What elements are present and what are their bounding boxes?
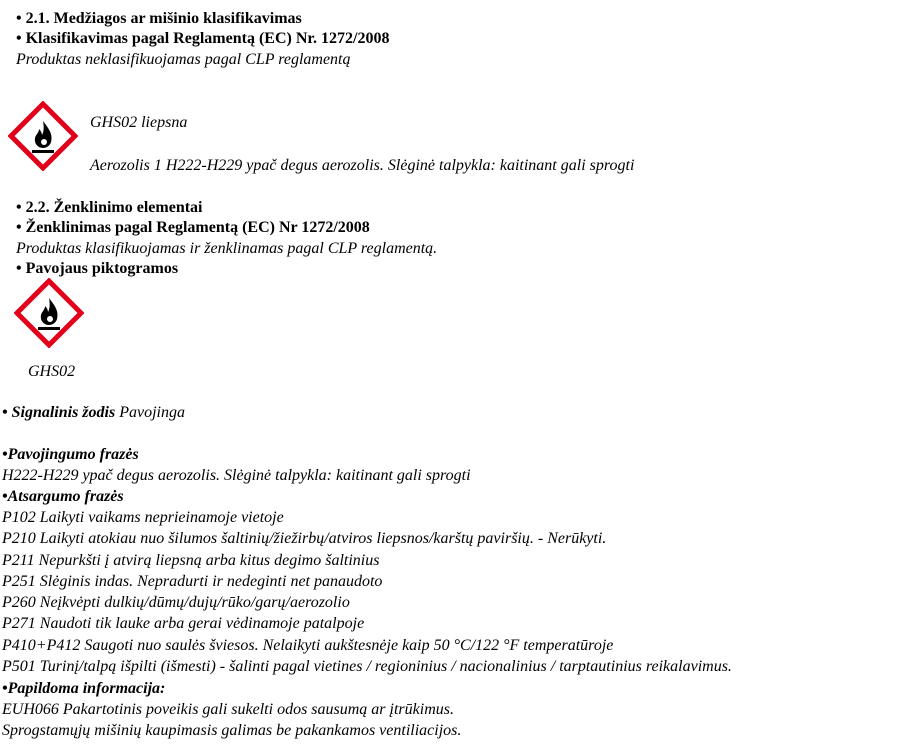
precautionary-statement: P271 Naudoti tik lauke arba gerai vėdinamoje patalpoje (2, 615, 365, 632)
precautionary-statement: P410+P412 Saugoti nuo saulės šviesos. Nelaikyti aukštesnėje kaip 50 °C/122 °F temperatūroje (2, 637, 614, 654)
section-2-1-ghs-label: GHS02 liepsna (90, 114, 188, 131)
pictogram-code: GHS02 (28, 363, 76, 380)
section-2-2-heading: • 2.2. Ženklinimo elementai (16, 199, 203, 216)
ghs02-flame-icon (14, 278, 84, 348)
precautionary-statement: P501 Turinį/talpą išpilti (išmesti) - šalinti pagal vietines / regioninius / nacionalinius / tarptautinius reikalavimus. (2, 658, 732, 675)
hazard-statements-heading: •Pavojingumo frazės (2, 446, 139, 463)
section-2-1-subheading: • Klasifikavimas pagal Reglamentą (EC) Nr. 1272/2008 (16, 30, 390, 47)
additional-info-item: Sprogstamųjų mišinių kaupimasis galimas be pakankamos ventiliacijos. (2, 722, 462, 739)
precautionary-statements-heading: •Atsargumo frazės (2, 488, 124, 505)
precautionary-statement: P251 Slėginis indas. Nepradurti ir nedeginti net panaudoto (2, 573, 383, 590)
precautionary-statement: P211 Nepurkšti į atvirą liepsną arba kitus degimo šaltinius (2, 552, 380, 569)
additional-info-item: EUH066 Pakartotinis poveikis gali sukelti odos sausumą ar įtrūkimus. (2, 701, 454, 718)
ghs02-flame-icon (8, 101, 78, 171)
signal-word-line (2, 404, 185, 422)
section-2-2-text: Produktas klasifikuojamas ir ženklinamas pagal CLP reglamentą. (16, 240, 438, 257)
additional-info-heading: •Papildoma informacija: (2, 680, 166, 697)
precautionary-statement: P260 Neįkvėpti dulkių/dūmų/dujų/rūko/garų/aerozolio (2, 594, 350, 611)
section-2-1-heading: • 2.1. Medžiagos ar mišinio klasifikavimas (16, 10, 302, 27)
section-2-1-text: Produktas neklasifikuojamas pagal CLP reglamentą (16, 51, 351, 68)
section-2-2-subheading: • Ženklinimas pagal Reglamentą (EC) Nr 1272/2008 (16, 219, 370, 236)
hazard-statement: H222-H229 ypač degus aerozolis. Slėginė talpykla: kaitinant gali sprogti (2, 467, 471, 484)
precautionary-statement: P102 Laikyti vaikams neprieinamoje vietoje (2, 509, 284, 526)
signal-word-value: Pavojinga (115, 404, 185, 421)
section-2-1-hazard-line: Aerozolis 1 H222-H229 ypač degus aerozolis. Slėginė talpykla: kaitinant gali sprogti (90, 157, 635, 174)
signal-word-label: • Signalinis žodis (2, 404, 116, 421)
precautionary-statement: P210 Laikyti atokiau nuo šilumos šaltinių/žiežirbų/atviros liepsnos/karštų paviršių. - Nerūkyti. (2, 530, 607, 547)
pictograms-heading: • Pavojaus piktogramos (16, 260, 179, 277)
